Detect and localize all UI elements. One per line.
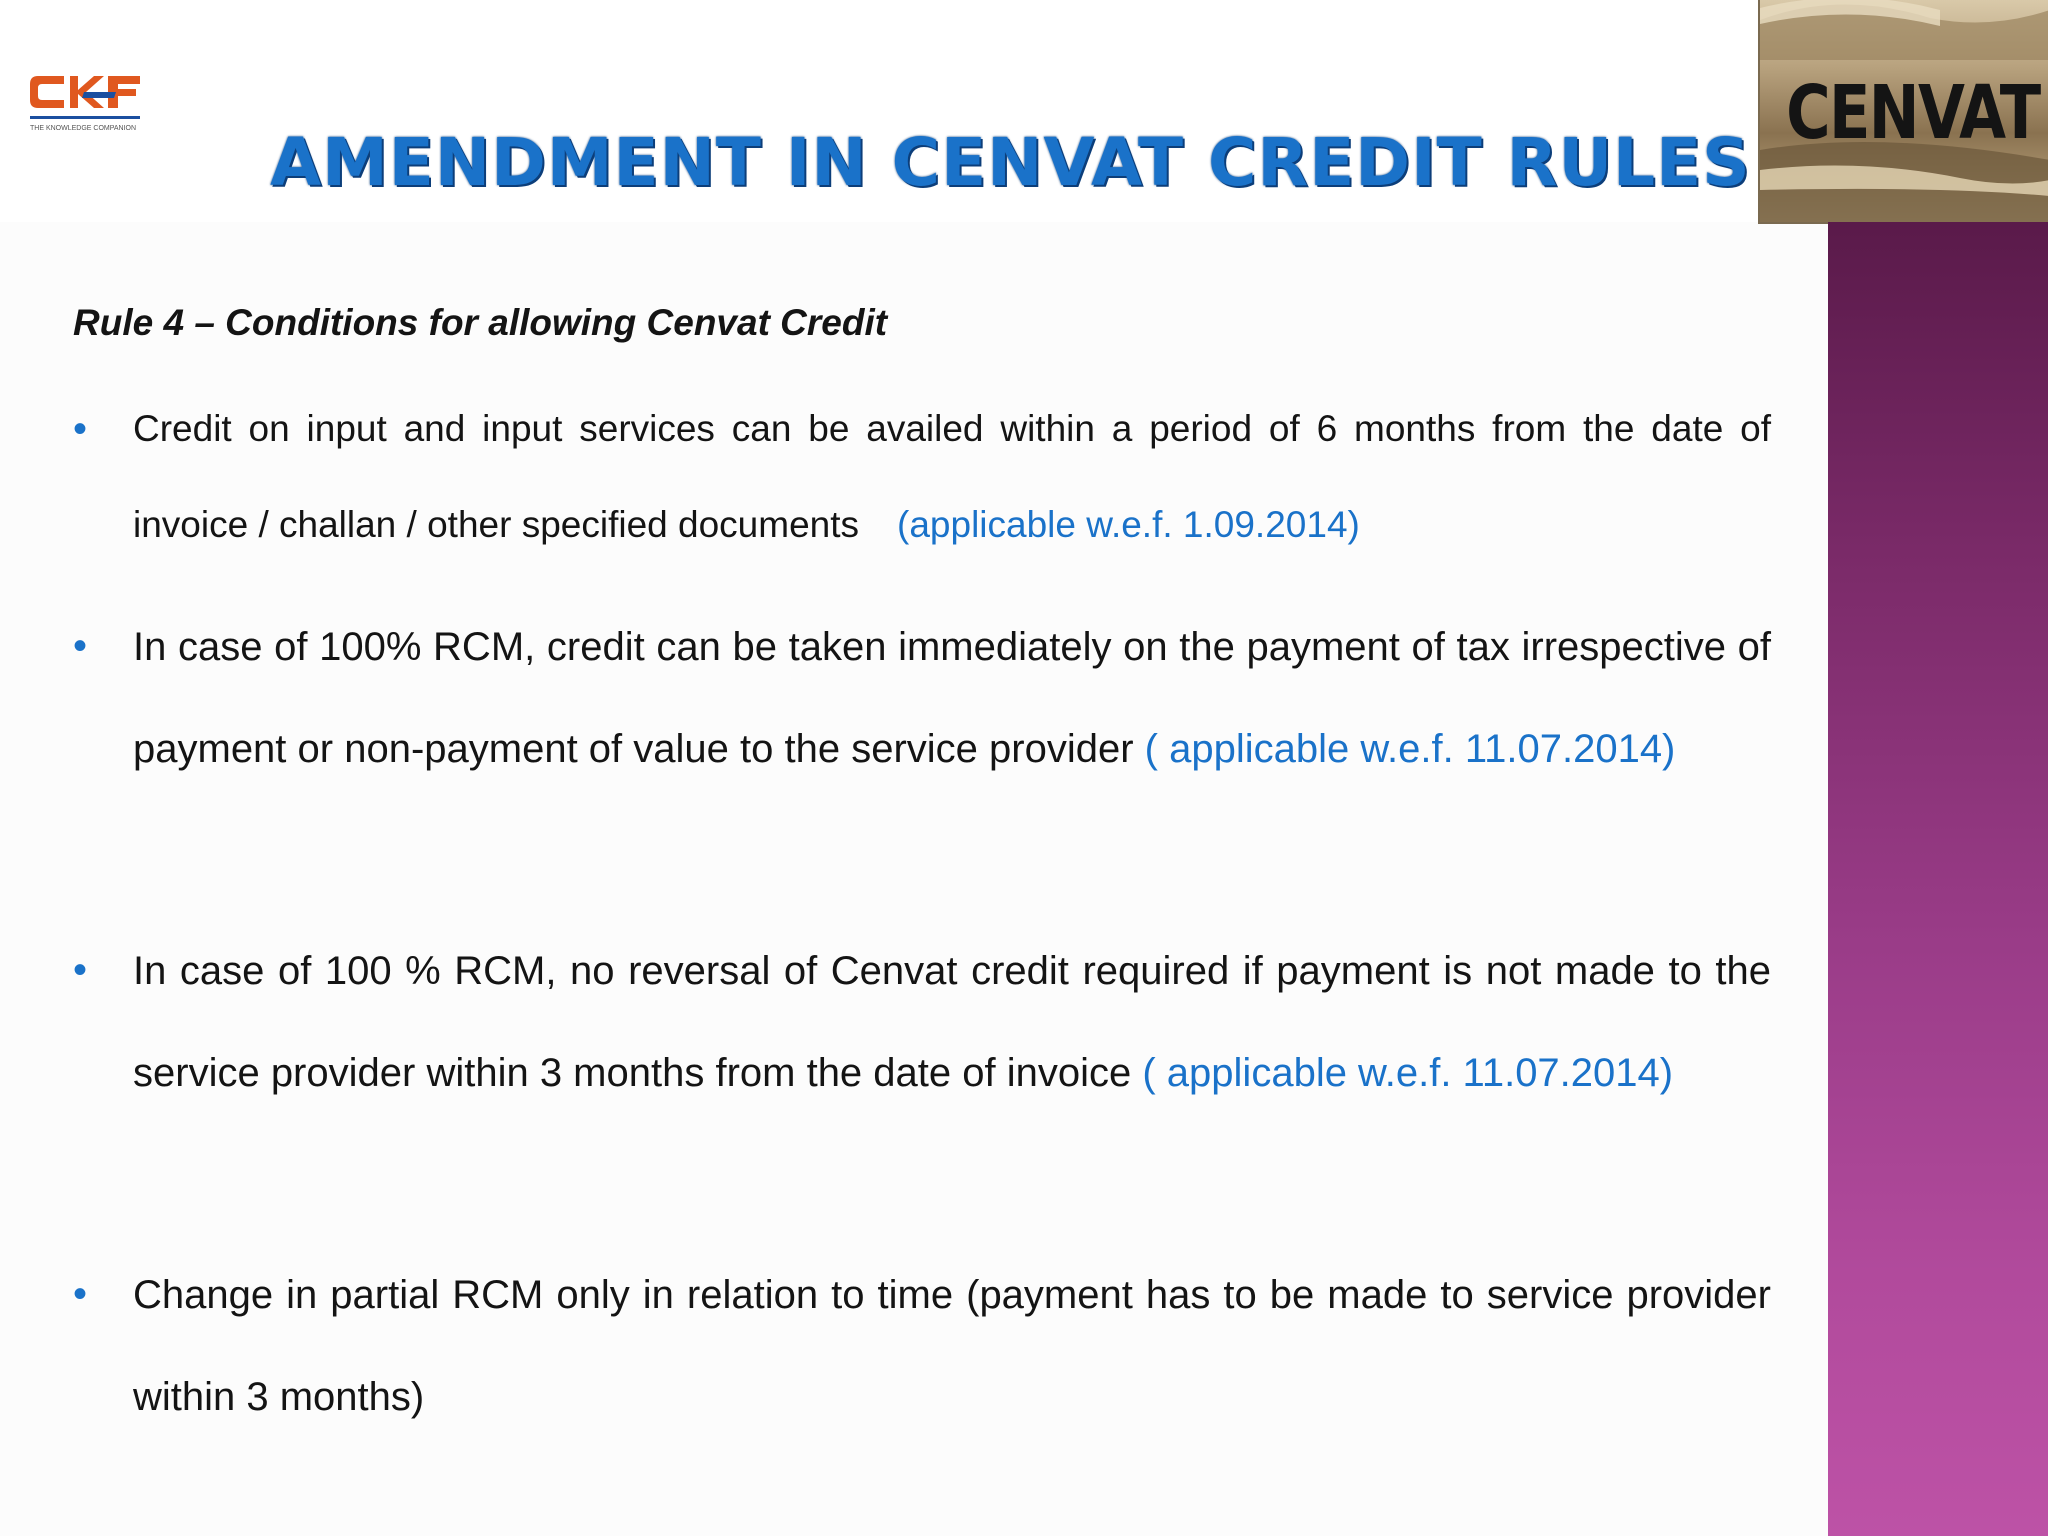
bullet-body-4: Change in partial RCM only in relation to time (payment has to be made to service provider within 3 months) <box>133 1273 1771 1419</box>
bullet-text-3 <box>133 920 1771 1124</box>
bullet-body-1: Credit on input and input services can be availed within a period of 6 months from the date of invoice / challan / other specified documents <box>133 408 1771 545</box>
slide-title: AMENDMENT IN CENVAT CREDIT RULES <box>270 124 1751 201</box>
bullet-body-3: In case of 100 % RCM, no reversal of Cenvat credit required if payment is not made to the service provider within 3 months from the date of invoice <box>133 949 1771 1095</box>
ckf-logo-icon <box>24 62 154 146</box>
logo-tagline: THE KNOWLEDGE COMPANION <box>30 125 137 132</box>
bullet-text-4 <box>133 1244 1771 1448</box>
bullet-note-3: ( applicable w.e.f. 11.07.2014) <box>1142 1051 1674 1095</box>
rule-heading: Rule 4 – Conditions for allowing Cenvat Credit <box>73 302 888 343</box>
purple-side-bar <box>1828 222 2048 1536</box>
bullet-body-2: In case of 100% RCM, credit can be taken immediately on the payment of tax irrespective of payment or non-payment of value to the service provider <box>133 625 1771 771</box>
bullet-text-1 <box>133 381 1771 573</box>
cenvat-books-image <box>1758 0 2048 224</box>
bullet-note-2: ( applicable w.e.f. 11.07.2014) <box>1144 727 1676 771</box>
bullet-dot-icon: • <box>73 1272 88 1316</box>
bullet-dot-icon: • <box>73 407 88 451</box>
bullet-note-1: (applicable w.e.f. 1.09.2014) <box>897 504 1360 545</box>
cenvat-word: CENVAT <box>1786 70 2040 156</box>
bullet-dot-icon: • <box>73 948 88 992</box>
bullet-text-2 <box>133 596 1771 800</box>
bullet-dot-icon: • <box>73 624 88 668</box>
